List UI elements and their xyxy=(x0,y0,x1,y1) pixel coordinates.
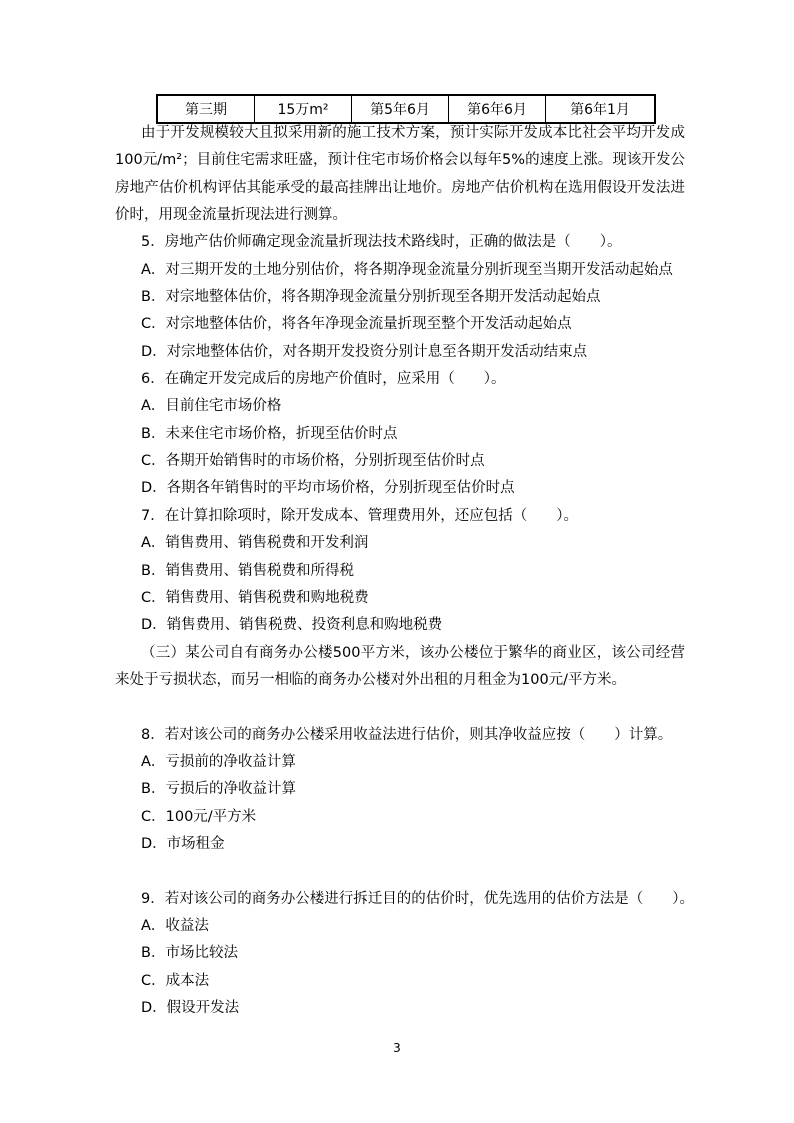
question-6-option-d: D．各期各年销售时的平均市场价格，分别折现至估价时点 xyxy=(141,480,515,497)
table-cell: 第5年6月 xyxy=(352,95,449,123)
question-9-option-a: A．收益法 xyxy=(141,917,209,934)
table-cell: 第6年6月 xyxy=(449,95,546,123)
question-8-option-c: C．100元/平方米 xyxy=(141,808,257,825)
question-5-stem: 5．房地产估价师确定现金流量折现法技术路线时，正确的做法是（ ）。 xyxy=(141,234,622,251)
question-7-option-b: B．销售费用、销售税费和所得税 xyxy=(141,562,354,579)
question-7-stem: 7．在计算扣除项时，除开发成本、管理费用外，还应包括（ ）。 xyxy=(141,507,578,524)
paragraph-line: 价时，用现金流量折现法进行测算。 xyxy=(115,207,347,224)
question-8-stem: 8．若对该公司的商务办公楼采用收益法进行估价，则其净收益应按（ ）计算。 xyxy=(141,726,673,743)
question-6-stem: 6．在确定开发完成后的房地产价值时，应采用（ ）。 xyxy=(141,371,506,388)
question-5-option-b: B．对宗地整体估价，将各期净现金流量分别折现至各期开发活动起始点 xyxy=(141,289,601,306)
page-number: 3 xyxy=(393,1041,401,1055)
question-6-option-b: B．未来住宅市场价格，折现至估价时点 xyxy=(141,425,398,442)
paragraph-line: 由于开发规模较大且拟采用新的施工技术方案，预计实际开发成本比社会平均开发成 xyxy=(141,125,685,141)
question-7-option-d: D．销售费用、销售税费、投资利息和购地税费 xyxy=(141,617,443,634)
question-9-stem: 9．若对该公司的商务办公楼进行拆迁目的的估价时，优先选用的估价方法是（ ）。 xyxy=(141,890,694,907)
question-6-option-a: A．目前住宅市场价格 xyxy=(141,398,282,415)
question-5-option-a: A．对三期开发的土地分别估价，将各期净现金流量分别折现至当期开发活动起始点 xyxy=(141,261,673,278)
question-5-option-c: C．对宗地整体估价，将各年净现金流量折现至整个开发活动起始点 xyxy=(141,316,572,333)
question-9-option-d: D．假设开发法 xyxy=(141,1000,240,1016)
question-8-option-a: A．亏损前的净收益计算 xyxy=(141,753,296,770)
question-8-option-d: D．市场租金 xyxy=(141,835,225,852)
question-7-option-c: C．销售费用、销售税费和购地税费 xyxy=(141,589,369,606)
table-row xyxy=(157,95,655,123)
paragraph-line: （三）某公司自有商务办公楼500平方米，该办公楼位于繁华的商业区，该公司经营 xyxy=(141,644,685,661)
question-5-option-d: D．对宗地整体估价，对各期开发投资分别计息至各期开发活动结束点 xyxy=(141,343,588,360)
document-body xyxy=(115,120,694,1022)
question-8-option-b: B．亏损后的净收益计算 xyxy=(141,781,296,798)
question-6-option-c: C．各期开始销售时的市场价格，分别折现至估价时点 xyxy=(141,453,485,470)
question-9-option-c: C．成本法 xyxy=(141,972,210,989)
table-cell: 第6年1月 xyxy=(546,95,656,123)
table-cell: 15万m² xyxy=(255,95,352,123)
paragraph-line: 来处于亏损状态，而另一相临的商务办公楼对外出租的月租金为100元/平方米。 xyxy=(115,671,627,688)
table-cell: 第三期 xyxy=(157,95,255,123)
paragraph-line: 房地产估价机构评估其能承受的最高挂牌出让地价。房地产估价机构在选用假设开发法进 xyxy=(115,179,685,196)
paragraph-line: 100元/m²；目前住宅需求旺盛，预计住宅市场价格会以每年5%的速度上涨。现该开发公 xyxy=(115,152,685,169)
question-9-option-b: B．市场比较法 xyxy=(141,945,238,962)
question-7-option-a: A．销售费用、销售税费和开发利润 xyxy=(141,535,369,552)
